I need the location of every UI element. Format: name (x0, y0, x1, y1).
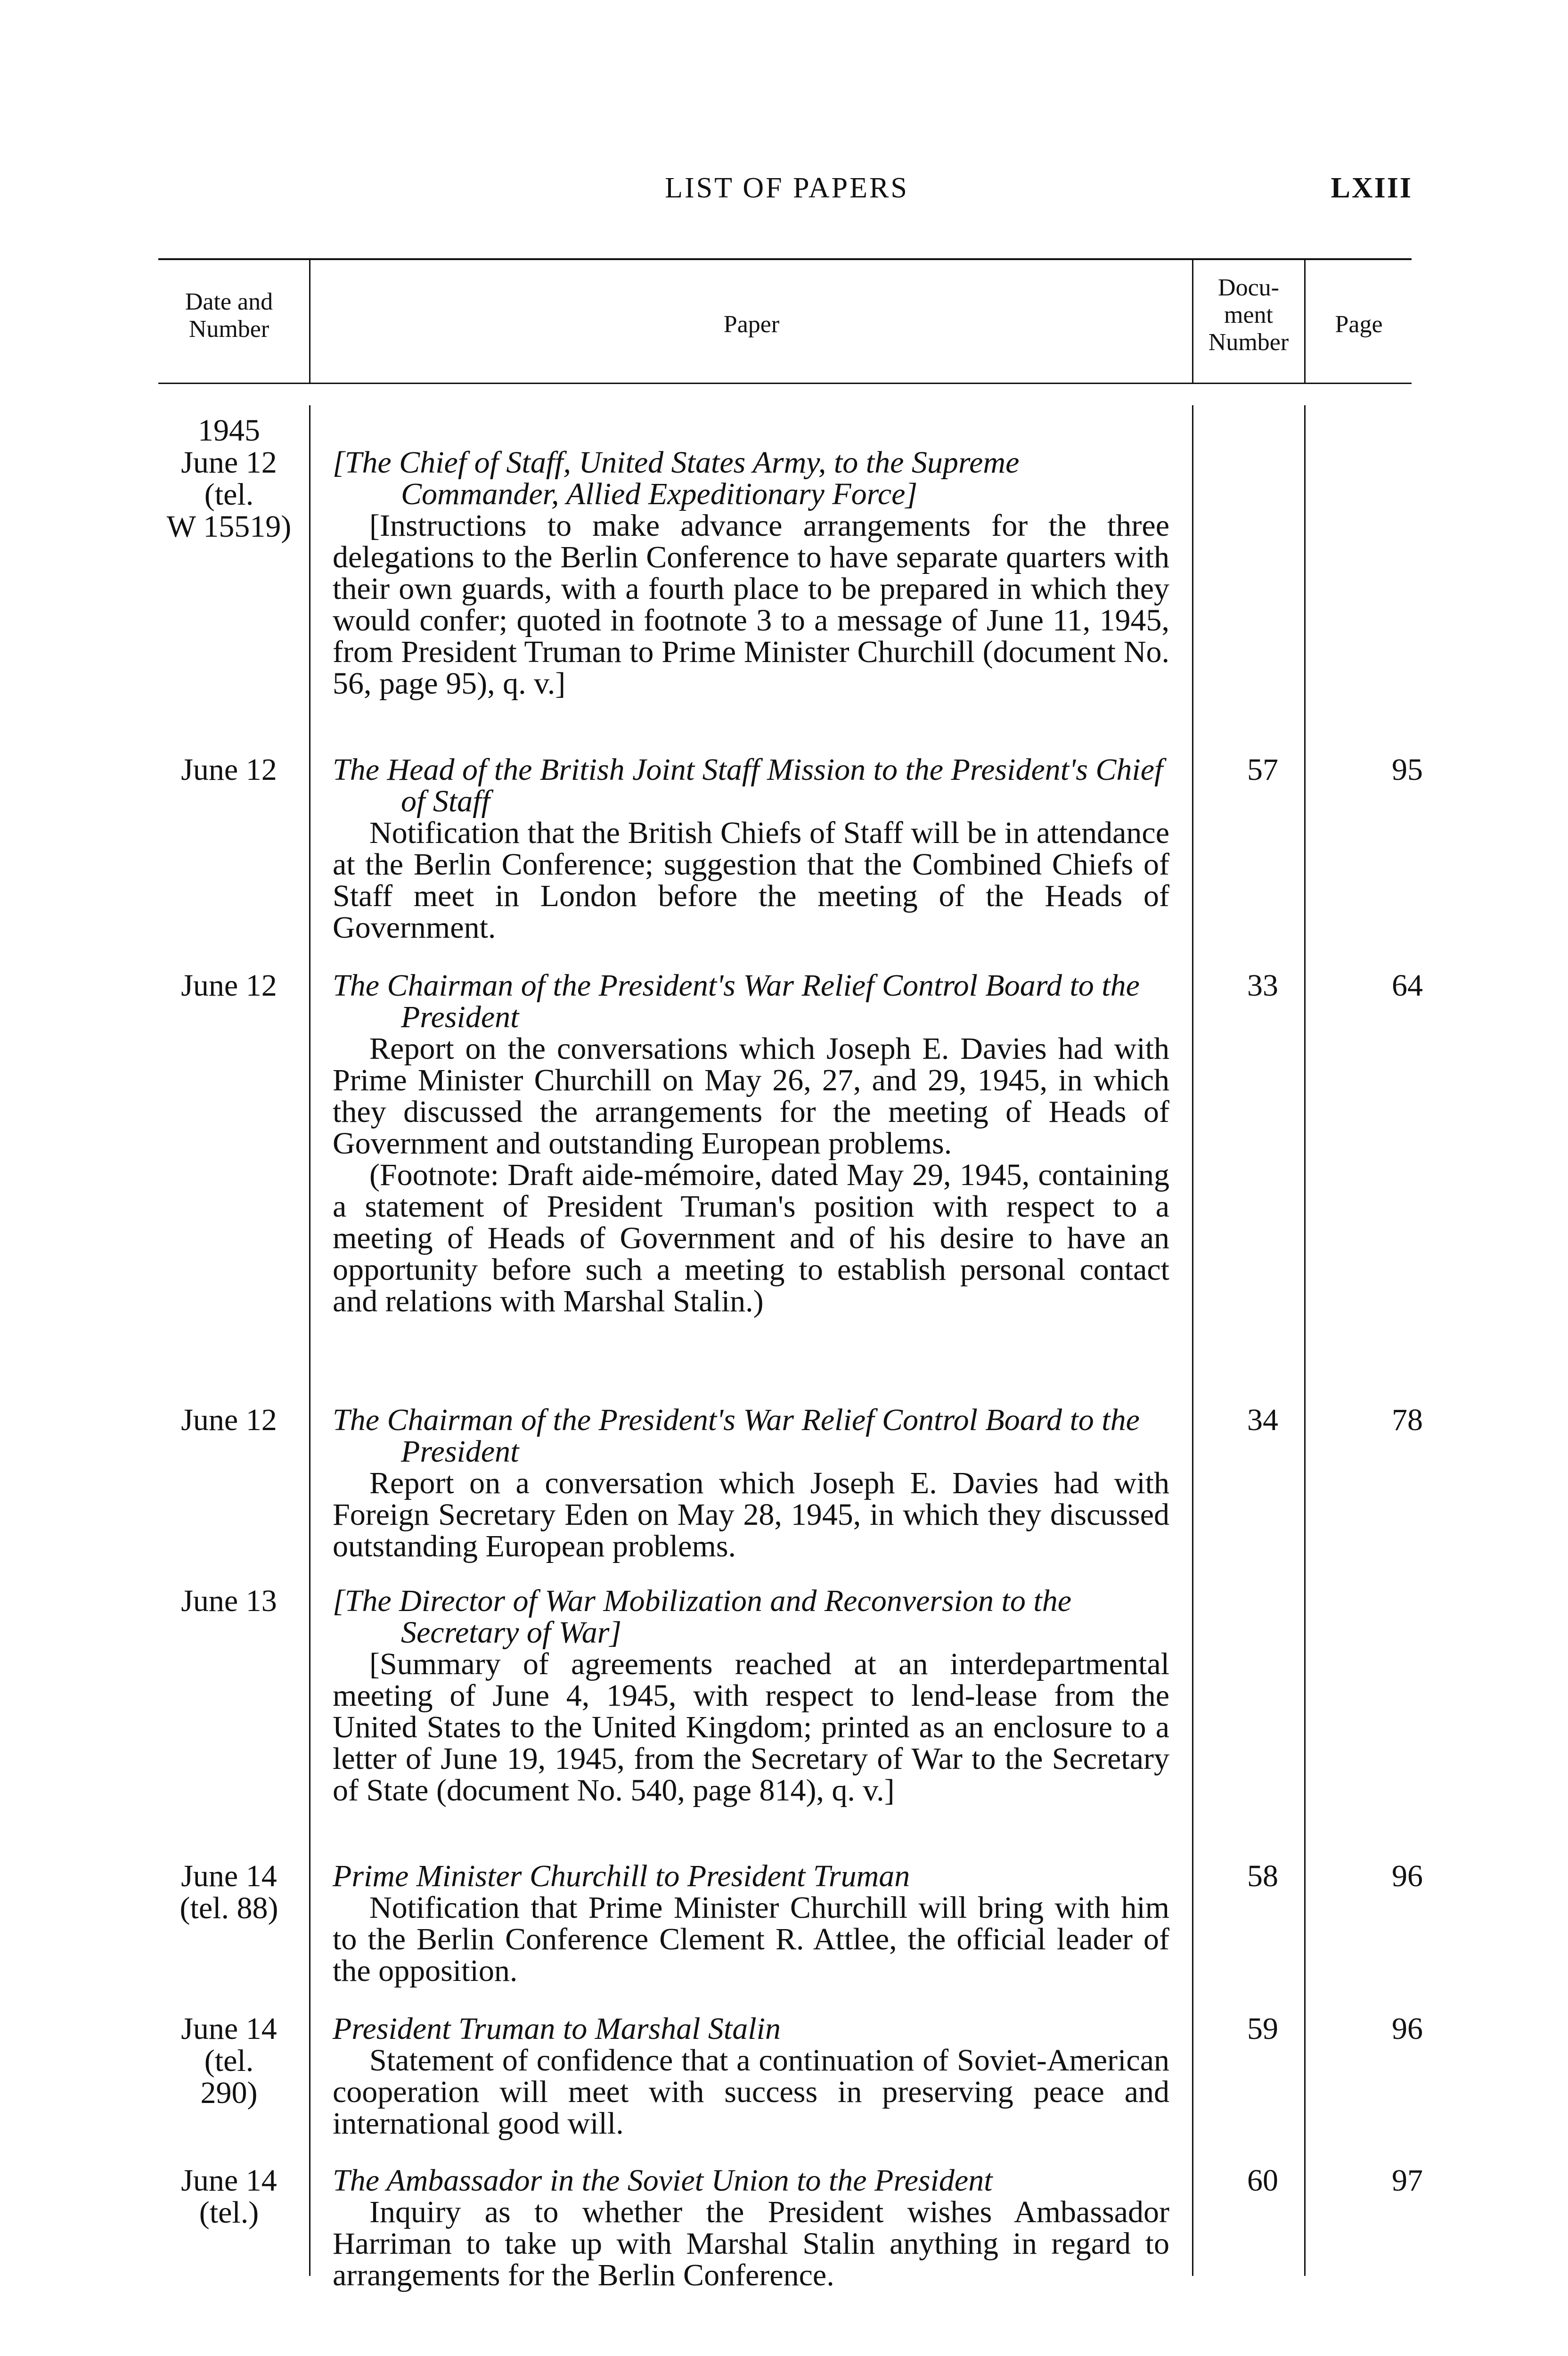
entry-document-number: 59 (1247, 2012, 1278, 2046)
entry-title: [The Chief of Staff, United States Army, to the Supreme Commander, Allied Expeditionary Force] (333, 445, 1020, 511)
column-header-date-line1: Date and (185, 288, 273, 315)
date-line: June 14 (181, 1859, 277, 1893)
entry-paper (333, 1860, 1169, 1987)
entry-title: The Chairman of the President's War Relief Control Board to the President (333, 968, 1140, 1034)
column-divider-date-body (309, 405, 310, 2276)
date-line: June 14 (181, 2012, 277, 2046)
entry-paper (333, 970, 1169, 1317)
date-line: (tel. (204, 477, 254, 512)
date-line: (tel. 88) (180, 1891, 278, 1925)
date-line: (tel. (204, 2044, 254, 2078)
entry-summary: [Summary of agreements reached at an interdepartmental meeting of June 4, 1945, with respect to lend-lease from the United States to the United Kingdom; printed as an enclosure to a letter of June 19, 1945, from the Secretary of War to the Secretary of State (document No. 540, page 814), q. v.] (333, 1647, 1169, 1808)
entry-title: [The Director of War Mobilization and Reconversion to the Secretary of War] (333, 1584, 1071, 1650)
entry-summary: [Instructions to make advance arrangements for the three delegations to the Berlin Conference to have separate quarters with their own guards, with a fourth place to be prepared in which they would confer; quoted in footnote 3 to a message of June 11, 1945, from President Truman to Prime Minister Churchill (document No. 56, page 95), q. v.] (333, 508, 1169, 701)
column-divider-doc-body (1304, 405, 1306, 2276)
entry-date (158, 1585, 300, 1617)
date-line: June 12 (181, 445, 277, 480)
entry-date (158, 754, 300, 786)
running-header (0, 172, 1568, 219)
entry-page-number: 78 (1392, 1403, 1423, 1437)
entry-footnote: (Footnote: Draft aide-mémoire, dated May 29, 1945, containing a statement of President Truman's position with respect to a meeting of Heads of Government and of his desire to have an opportunity before such a meeting to establish personal contact and relations with Marshal Stalin.) (333, 1158, 1169, 1318)
entry-paper (333, 2013, 1169, 2139)
entry-page-number: 96 (1392, 2012, 1423, 2046)
table-top-rule (158, 258, 1412, 260)
column-header-date-line2: Number (188, 316, 270, 343)
column-header-paper: Paper (723, 311, 780, 338)
running-title: LIST OF PAPERS (665, 172, 909, 204)
entry-title: President Truman to Marshal Stalin (333, 2012, 781, 2046)
entry-title: The Ambassador in the Soviet Union to the President (333, 2163, 993, 2198)
page-folio: LXIII (1331, 172, 1413, 204)
entry-paper (333, 1585, 1169, 1806)
entry-summary: Report on the conversations which Joseph E. Davies had with Prime Minister Churchill on May 26, 27, and 29, 1945, in which they discussed the arrangements for the meeting of Heads of Government and outstanding European problems. (333, 1031, 1169, 1161)
entry-date (158, 2013, 300, 2109)
entry-date (158, 1860, 300, 1924)
entry-title: The Chairman of the President's War Relief Control Board to the President (333, 1403, 1140, 1469)
date-line: 1945 (198, 413, 260, 448)
column-divider-paper-body (1192, 405, 1193, 2276)
entry-paper (333, 447, 1169, 699)
column-header-page: Page (1335, 311, 1383, 338)
entry-summary: Notification that Prime Minister Churchill will bring with him to the Berlin Conference Clement R. Attlee, the official leader of the opposition. (333, 1890, 1169, 1988)
entry-date (158, 415, 300, 543)
entry-title: The Head of the British Joint Staff Mission to the President's Chief of Staff (333, 753, 1163, 818)
entry-date (158, 970, 300, 1002)
date-line: (tel.) (199, 2195, 259, 2230)
entry-page-number: 64 (1392, 968, 1423, 1003)
entry-page-number: 97 (1392, 2163, 1423, 2198)
entry-title: Prime Minister Churchill to President Truman (333, 1859, 910, 1893)
column-header-document-number (1193, 274, 1304, 356)
date-line: June 13 (181, 1584, 277, 1618)
entry-paper (333, 2165, 1169, 2291)
column-header-doc-line3: Number (1208, 329, 1289, 356)
table-header-rule (158, 383, 1412, 384)
entry-date (158, 1404, 300, 1436)
entry-date (158, 2165, 300, 2229)
column-header-doc-line1: Docu- (1218, 274, 1279, 301)
entry-page-number: 95 (1392, 753, 1423, 787)
date-line: W 15519) (166, 509, 292, 544)
date-line: June 12 (181, 753, 277, 787)
date-line: June 12 (181, 1403, 277, 1437)
entry-summary: Notification that the British Chiefs of Staff will be in attendance at the Berlin Conference; suggestion that the Combined Chiefs of Staff meet in London before the meeting of the Heads of Government. (333, 816, 1169, 945)
entry-paper (333, 1404, 1169, 1562)
date-line: June 12 (181, 968, 277, 1003)
column-divider-doc (1304, 260, 1306, 383)
entry-document-number: 60 (1247, 2163, 1278, 2198)
entry-paper (333, 754, 1169, 943)
column-header-doc-line2: ment (1224, 302, 1273, 328)
date-line: 290) (200, 2076, 258, 2110)
entry-page-number: 96 (1392, 1859, 1423, 1893)
entry-summary: Inquiry as to whether the President wishes Ambassador Harriman to take up with Marshal Stalin anything in regard to arrangements for the Berlin Conference. (333, 2195, 1169, 2292)
entry-summary: Report on a conversation which Joseph E. Davies had with Foreign Secretary Eden on May 28, 1945, in which they discussed outstanding European problems. (333, 1466, 1169, 1563)
entry-document-number: 34 (1247, 1403, 1278, 1437)
column-header-date (158, 288, 300, 343)
column-divider-paper (1192, 260, 1193, 383)
date-line: June 14 (181, 2163, 277, 2198)
entry-document-number: 57 (1247, 753, 1278, 787)
entry-summary: Statement of confidence that a continuation of Soviet-American cooperation will meet with success in preserving peace and international good will. (333, 2043, 1169, 2141)
entry-document-number: 33 (1247, 968, 1278, 1003)
entry-document-number: 58 (1247, 1859, 1278, 1893)
column-divider-date (309, 260, 310, 383)
